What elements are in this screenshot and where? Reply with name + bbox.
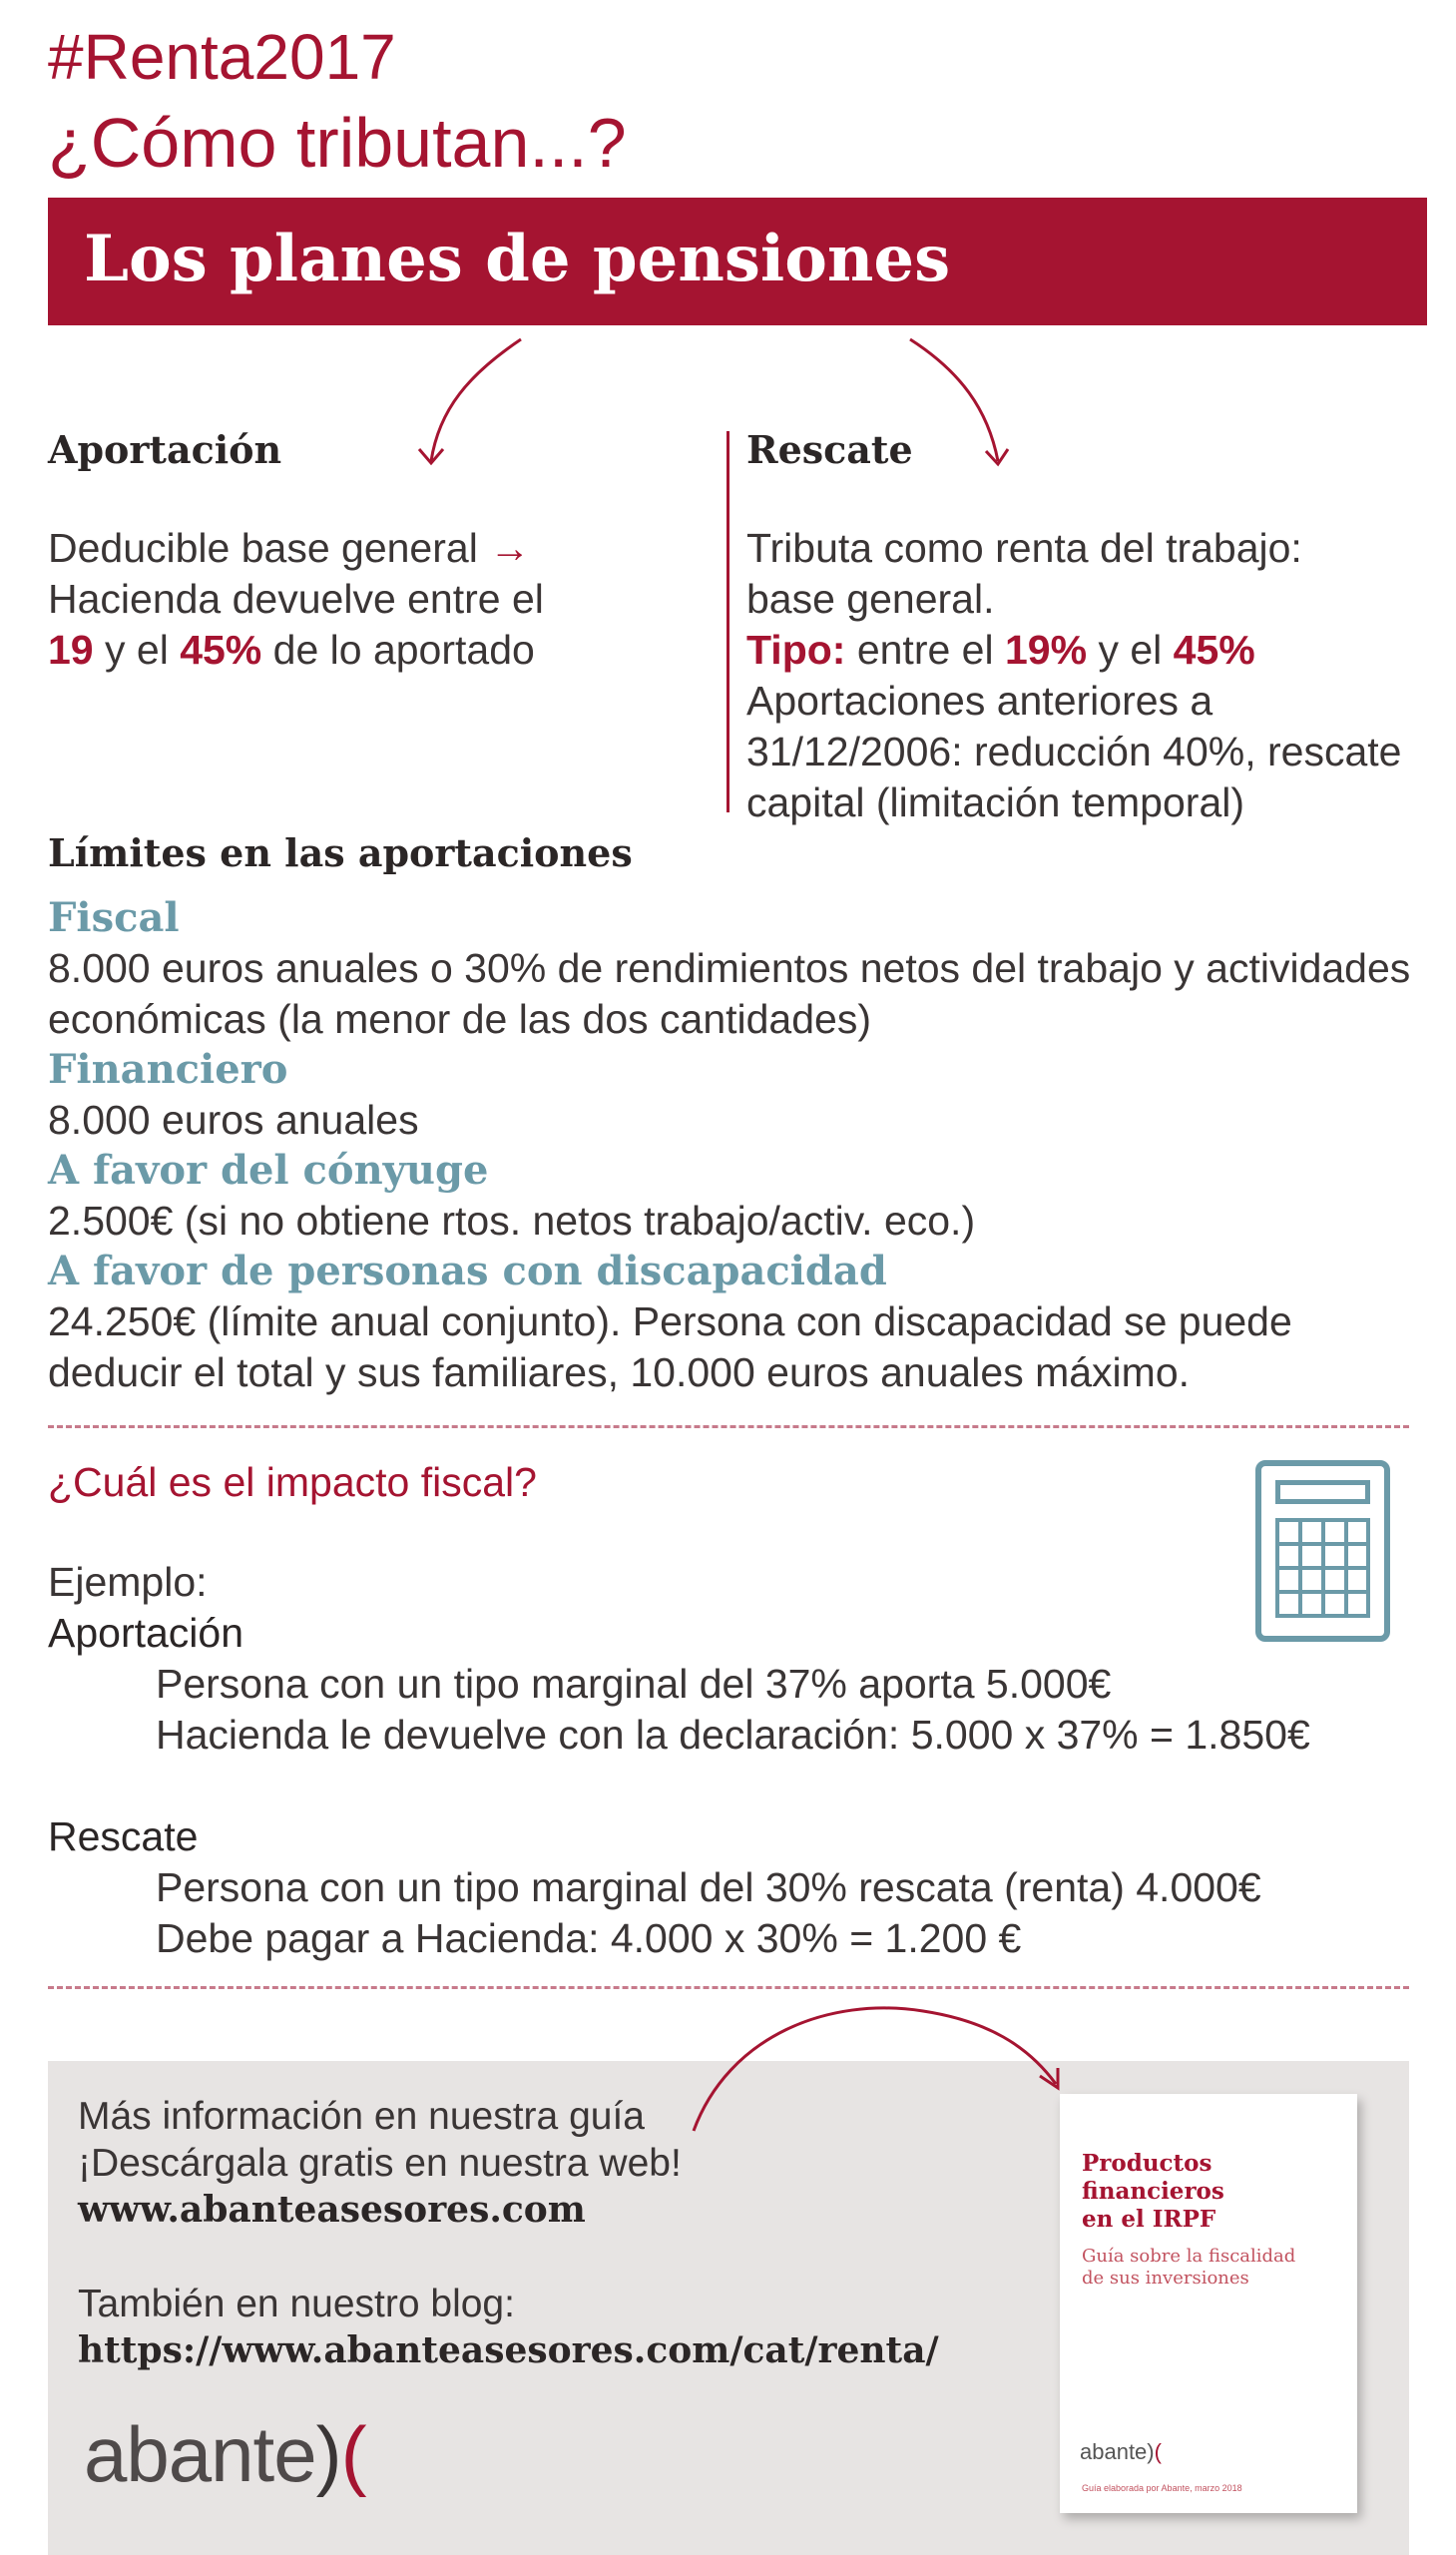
page-title: Los planes de pensiones <box>84 222 951 296</box>
rescate-line6: capital (limitación temporal) <box>746 779 1245 825</box>
example-rescate-line1: Persona con un tipo marginal del 30% rescata (renta) 4.000€ <box>156 1864 1261 1910</box>
limit-text-conyuge: 2.500€ (si no obtiene rtos. netos trabajo/activ. eco.) <box>48 1198 976 1244</box>
guide-subtitle <box>1082 2246 1295 2290</box>
guide-title-line1: Productos <box>1082 2150 1213 2177</box>
limit-text-financiero: 8.000 euros anuales <box>48 1097 419 1143</box>
guide-subtitle-line1: Guía sobre la fiscalidad <box>1082 2246 1296 2267</box>
aportacion-min-rate: 19 <box>48 627 94 673</box>
footer-line1: Más información en nuestra guía <box>78 2095 645 2138</box>
limit-title-fiscal: Fiscal <box>48 894 180 941</box>
limit-text-discapacidad: 24.250€ (límite anual conjunto). Persona con discapacidad se puede deducir el total y sus familiares, 10.000 euros anuales máximo. <box>48 1298 1292 1395</box>
footer-blog-link[interactable]: https://www.abanteasesores.com/cat/renta/ <box>78 2329 939 2371</box>
aportacion-max-rate: 45% <box>180 627 262 673</box>
example-rescate-line2: Debe pagar a Hacienda: 4.000 x 30% = 1.200 € <box>156 1915 1022 1961</box>
footer-website-link[interactable]: www.abanteasesores.com <box>78 2189 586 2231</box>
rescate-line2: base general. <box>746 576 995 622</box>
impact-question: ¿Cuál es el impacto fiscal? <box>48 1459 537 1505</box>
limit-title-conyuge: A favor del cónyuge <box>48 1147 489 1194</box>
limit-text-fiscal: 8.000 euros anuales o 30% de rendimientos netos del trabajo y actividades económicas (la menor de las dos cantidades) <box>48 945 1411 1042</box>
rescate-tipo-mid2: y el <box>1087 627 1174 673</box>
rescate-tipo-label: Tipo: <box>746 627 846 673</box>
footer-blog-label: También en nuestro blog: <box>78 2283 515 2325</box>
aportacion-conj: y el <box>93 627 181 673</box>
aportacion-text <box>48 523 707 676</box>
limit-title-discapacidad: A favor de personas con discapacidad <box>48 1248 887 1294</box>
aportacion-line2: Hacienda devuelve entre el <box>48 576 544 622</box>
rescate-line4: Aportaciones anteriores a <box>746 678 1213 724</box>
footer-text <box>78 2093 976 2374</box>
example-label: Ejemplo: <box>48 1559 208 1605</box>
example-aportacion-title: Aportación <box>48 1610 244 1656</box>
rescate-heading: Rescate <box>746 427 913 472</box>
rescate-text <box>746 523 1425 828</box>
guide-footer: Guía elaborada por Abante, marzo 2018 <box>1082 2483 1242 2493</box>
example-rescate-title: Rescate <box>48 1813 199 1859</box>
limit-title-financiero: Financiero <box>48 1046 288 1093</box>
example-block <box>48 1557 1345 1964</box>
arrow-right-icon: → <box>489 525 531 571</box>
guide-logo-text: abante <box>1080 2439 1148 2464</box>
abante-logo: abante)( <box>84 2410 366 2498</box>
limites-heading: Límites en las aportaciones <box>48 830 633 875</box>
guide-title-line3: en el IRPF <box>1082 2206 1216 2233</box>
column-divider <box>727 431 729 812</box>
limites-list <box>48 893 1425 1398</box>
example-aportacion-line2: Hacienda le devuelve con la declaración: 5.000 x 37% = 1.850€ <box>156 1712 1310 1758</box>
footer-line2: ¡Descárgala gratis en nuestra web! <box>78 2142 682 2185</box>
guide-cover[interactable] <box>1060 2094 1357 2513</box>
example-aportacion-line1: Persona con un tipo marginal del 37% aporta 5.000€ <box>156 1661 1112 1707</box>
rescate-line5: 31/12/2006: reducción 40%, rescate <box>746 729 1402 774</box>
guide-title-line2: financieros <box>1082 2178 1224 2205</box>
rescate-min-rate: 19% <box>1004 627 1088 673</box>
guide-title <box>1082 2150 1224 2234</box>
page-question: ¿Cómo tributan...? <box>48 104 627 182</box>
dotted-divider <box>48 1425 1409 1428</box>
rescate-max-rate: 45% <box>1173 627 1255 673</box>
hashtag: #Renta2017 <box>48 21 396 93</box>
aportacion-heading: Aportación <box>48 427 282 472</box>
logo-text: abante <box>84 2410 316 2498</box>
guide-subtitle-line2: de sus inversiones <box>1082 2268 1249 2289</box>
rescate-line1: Tributa como renta del trabajo: <box>746 525 1302 571</box>
split-arrows-icon <box>0 0 1456 479</box>
rescate-tipo-mid1: entre el <box>845 627 1005 673</box>
aportacion-line1: Deducible base general <box>48 525 478 571</box>
guide-logo: abante)( <box>1080 2439 1162 2464</box>
aportacion-line3-end: de lo aportado <box>261 627 535 673</box>
